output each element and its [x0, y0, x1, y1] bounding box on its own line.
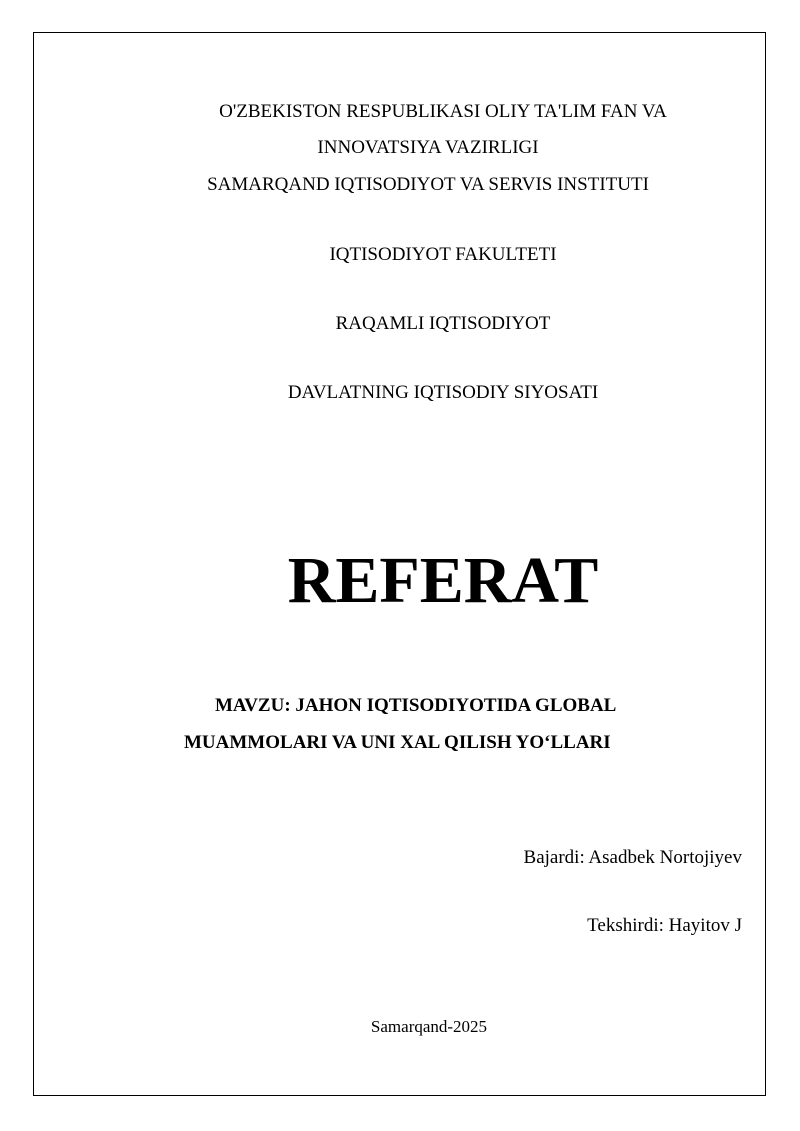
- city-year: Samarqand-2025: [370, 1017, 488, 1036]
- department-name: RAQAMLI IQTISODIYOT: [335, 313, 551, 334]
- subject-name: DAVLATNING IQTISODIY SIYOSATI: [287, 382, 599, 403]
- topic-line-1: MAVZU: JAHON IQTISODIYOTIDA GLOBAL: [215, 695, 617, 716]
- author-credit: Bajardi: Asadbek Nortojiyev: [523, 847, 742, 868]
- ministry-line-2: INNOVATSIYA VAZIRLIGI: [317, 137, 539, 158]
- topic-line-2: MUAMMOLARI VA UNI XAL QILISH YO‘LLARI: [184, 732, 611, 753]
- document-title: REFERAT: [287, 544, 599, 617]
- institute-name: SAMARQAND IQTISODIYOT VA SERVIS INSTITUTI: [207, 174, 649, 195]
- faculty-name: IQTISODIYOT FAKULTETI: [329, 244, 557, 265]
- reviewer-credit: Tekshirdi: Hayitov J: [587, 915, 742, 936]
- ministry-line-1: O'ZBEKISTON RESPUBLIKASI OLIY TA'LIM FAN VA: [219, 101, 667, 122]
